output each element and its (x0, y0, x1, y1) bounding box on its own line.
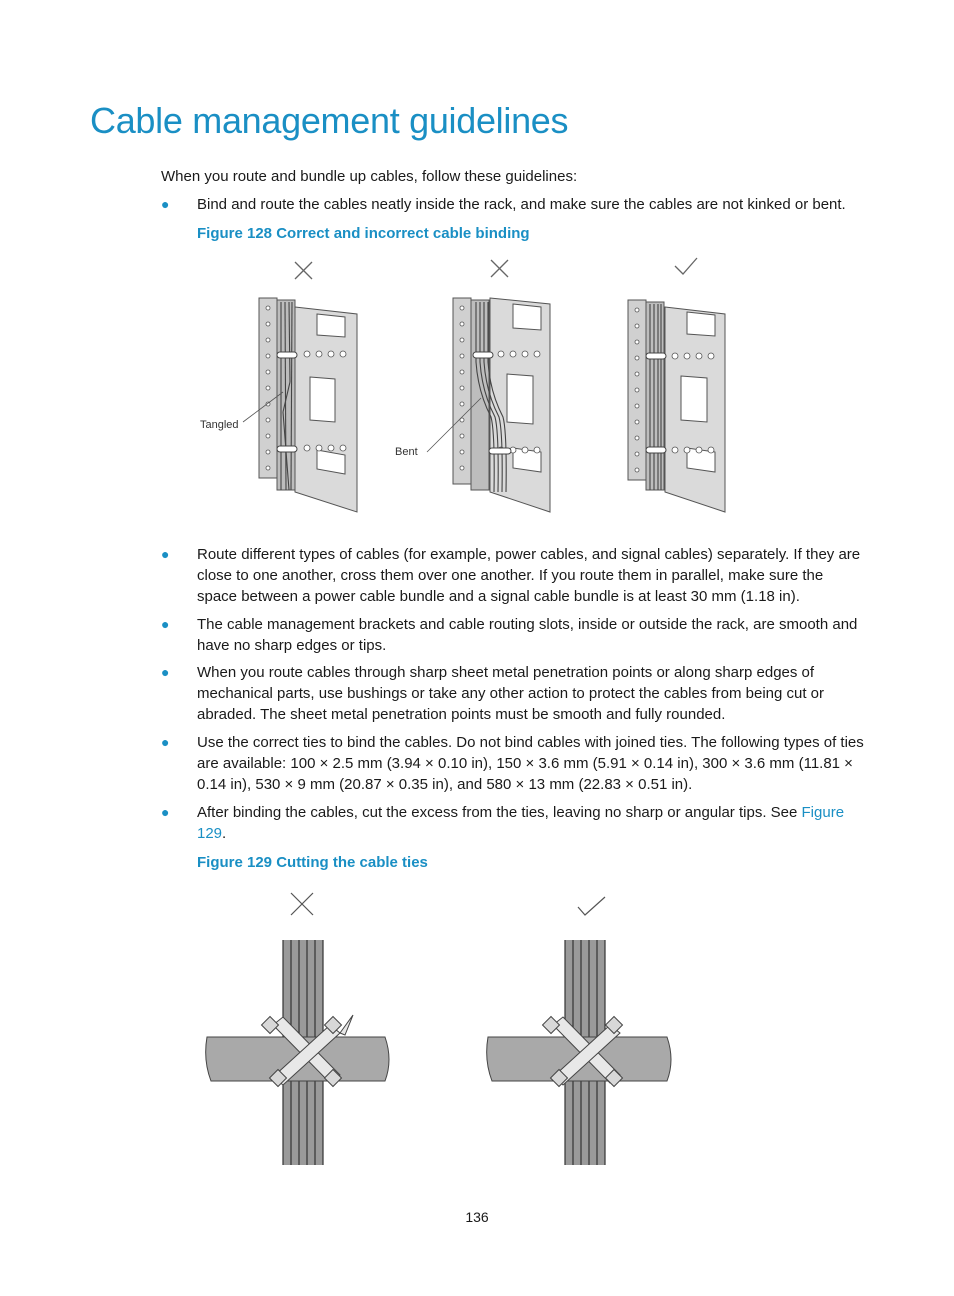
figure-129-caption: Figure 129 Cutting the cable ties (197, 854, 428, 871)
bullet-icon: ● (161, 804, 170, 820)
bullet-icon: ● (161, 196, 170, 212)
list-item-text-end: . (222, 825, 227, 842)
cross-mark-icon (491, 260, 508, 277)
list-item-text: Use the correct ties to bind the cables. Do not bind cables with joined ties. The following types of ties are available: 100 × 2.5 mm (3.94 × 0.10 in), 150 × 3.6 mm (5.91 × 0.14 in), 300 × 3.6 mm (11.81 × 0.14 in), 530 × 9 mm (20.87 × 0.35 in), and 580 × 13 mm (22.83 × 0.51 in). (197, 734, 864, 793)
bullet-icon: ● (161, 616, 170, 632)
rack-bracket-correct (628, 300, 725, 512)
list-item-text: When you route cables through sharp sheet metal penetration points or along sharp edges of mechanical parts, use bushings or take any other action to protect the cables from being cut or abraded. The sheet metal penetration points must be smooth and fully rounded. (197, 664, 825, 723)
bullet-icon: ● (161, 734, 170, 750)
list-item-text: Bind and route the cables neatly inside the rack, and make sure the cables are not kinked or bent. (197, 196, 846, 213)
cable-tie-cut (487, 940, 671, 1165)
figure-129-illustration (195, 885, 695, 1170)
cross-mark-icon (295, 262, 312, 279)
figure-128-caption: Figure 128 Correct and incorrect cable binding (197, 225, 530, 242)
bent-label: Bent (395, 446, 418, 458)
bullet-icon: ● (161, 664, 170, 680)
list-item-text: Route different types of cables (for example, power cables, and signal cables) separately. If they are close to one another, cross them over one another. If you route them in parallel, make sure the space between a power cable bundle and a signal cable bundle is at least 30 mm (1.18 in). (197, 546, 861, 605)
tangled-label: Tangled (200, 419, 239, 431)
figure-129-link[interactable]: Figure 129 (197, 804, 845, 842)
cable-tie-uncut (206, 940, 389, 1165)
rack-bracket-tangled (200, 298, 357, 512)
cross-mark-icon (291, 893, 313, 915)
page-number: 136 (465, 1209, 489, 1225)
figure-128-illustration (195, 252, 755, 522)
check-mark-icon (675, 258, 697, 274)
list-item-text (197, 802, 865, 844)
intro-text: When you route and bundle up cables, follow these guidelines: (161, 168, 578, 185)
bullet-icon: ● (161, 546, 170, 562)
list-item-text: The cable management brackets and cable routing slots, inside or outside the rack, are smooth and have no sharp edges or tips. (197, 616, 858, 654)
check-mark-icon (578, 897, 605, 915)
page-title: Cable management guidelines (90, 100, 569, 141)
rack-bracket-bent (395, 298, 550, 512)
list-item-text-part: After binding the cables, cut the excess from the ties, leaving no sharp or angular tips. See (197, 804, 802, 821)
